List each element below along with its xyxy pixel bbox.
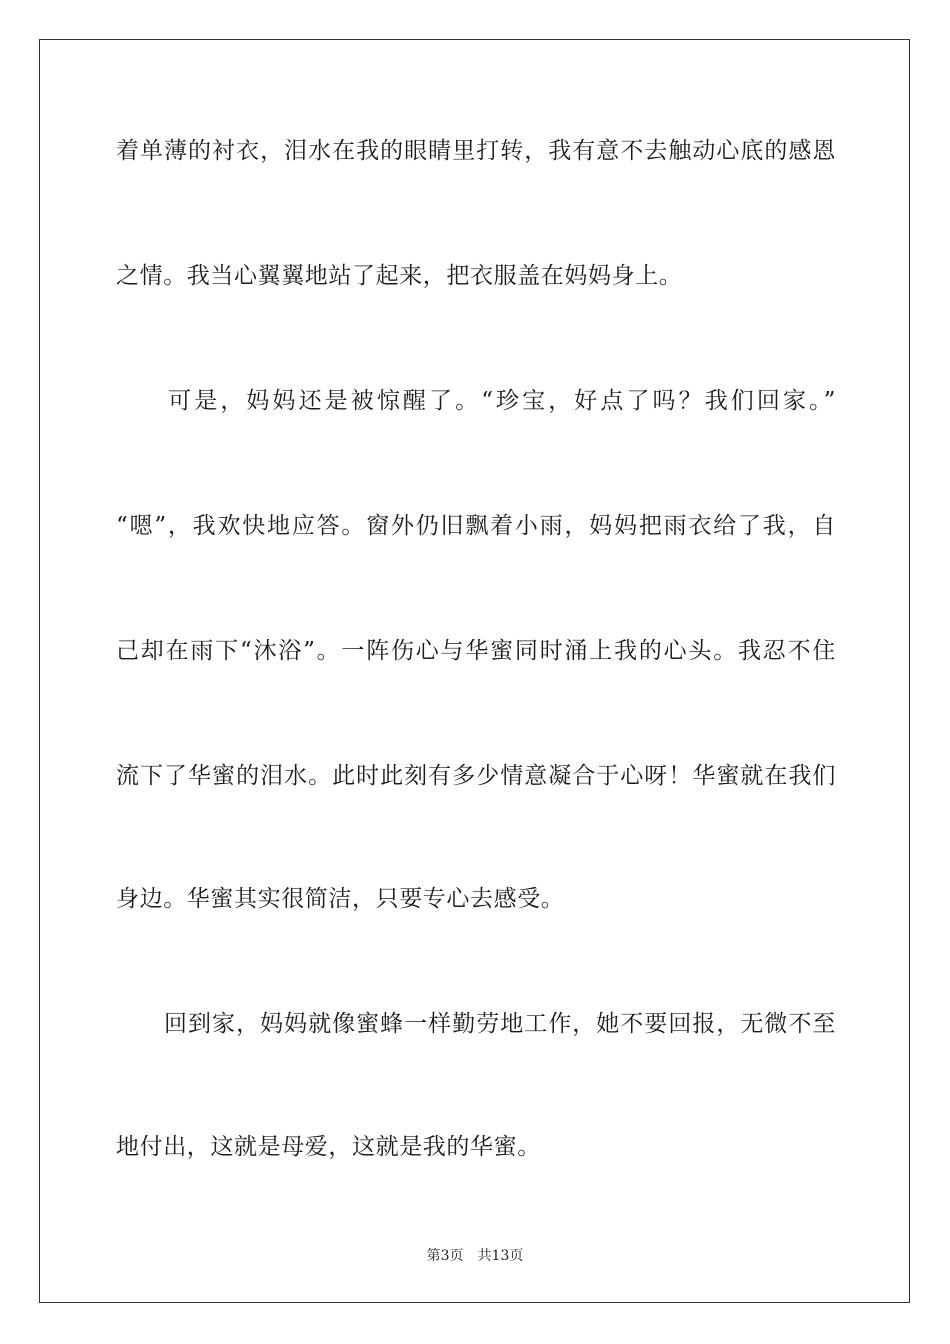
- text-line-8: 回到家，妈妈就像蜜蜂一样勤劳地工作，她不要回报，无微不至: [116, 1011, 836, 1037]
- text-line-3: 可是，妈妈还是被惊醒了。“珍宝，好点了吗？我们回家。”: [116, 388, 836, 414]
- text-line-6: 流下了华蜜的泪水。此时此刻有多少情意凝合于心呀！华蜜就在我们: [116, 763, 836, 789]
- text-line-1: 着单薄的衬衣，泪水在我的眼睛里打转，我有意不去触动心底的感恩: [116, 138, 836, 164]
- text-line-4: “嗯”，我欢快地应答。窗外仍旧飘着小雨，妈妈把雨衣给了我，自: [116, 513, 836, 539]
- page-frame: [39, 39, 910, 1303]
- page-number: 第3页: [426, 1248, 464, 1264]
- text-line-5: 己却在雨下“沐浴”。一阵伤心与华蜜同时涌上我的心头。我忍不住: [116, 638, 836, 664]
- text-line-2: 之情。我当心翼翼地站了起来，把衣服盖在妈妈身上。: [116, 263, 683, 289]
- text-line-7: 身边。华蜜其实很简洁，只要专心去感受。: [116, 886, 565, 912]
- page-total: 共13页: [477, 1248, 524, 1264]
- text-line-9: 地付出，这就是母爱，这就是我的华蜜。: [116, 1134, 541, 1160]
- page-footer: [0, 1247, 950, 1265]
